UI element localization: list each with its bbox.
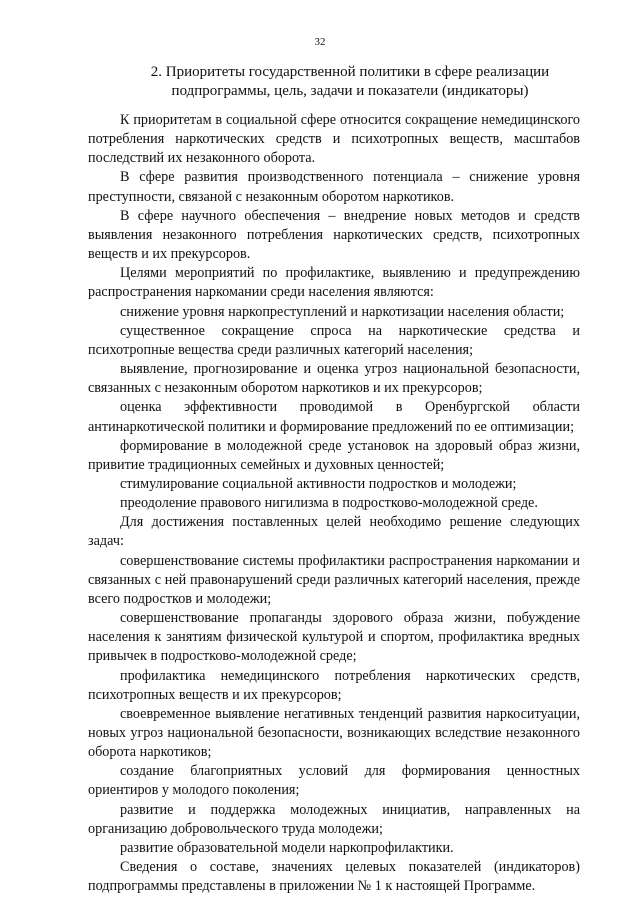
list-item: совершенствование системы профилактики распространения наркомании и связанных с ней правонарушений среди различных категорий населения, прежде всего подростков и молодежи;: [88, 552, 580, 607]
list-item: стимулирование социальной активности подростков и молодежи;: [120, 475, 517, 492]
list-item: совершенствование пропаганды здорового образа жизни, побуждение населения к занятиям физической культурой и спортом, профилактика вредных привычек в подростково-молодежной среде;: [88, 610, 580, 665]
paragraph: В сфере развития производственного потенциала – снижение уровня преступности, связаной с незаконным оборотом наркотиков.: [88, 169, 580, 205]
paragraph: Целями мероприятий по профилактике, выявлению и предупреждению распространения наркомании среди населения являются:: [88, 265, 580, 301]
list-item: формирование в молодежной среде установок на здоровый образ жизни, привитие традиционных семейных и духовных ценностей;: [88, 437, 580, 473]
page-number: 32: [314, 36, 326, 48]
section-title: 2. Приоритеты государственной политики в сфере реализации подпрограммы, цель, задачи и показатели (индикаторы): [150, 64, 550, 99]
list-item: создание благоприятных условий для формирования ценностных ориентиров у молодого поколения;: [88, 763, 580, 799]
list-item: развитие и поддержка молодежных инициатив, направленных на организацию добровольческого труда молодежи;: [88, 801, 580, 837]
list-item: своевременное выявление негативных тенденций развития наркоситуации, новых угроз национальной безопасности, возникающих вследствие незаконного оборота наркотиков;: [88, 705, 580, 761]
list-item: выявление, прогнозирование и оценка угроз национальной безопасности, связанных с незаконным оборотом наркотиков и их прекурсоров;: [88, 361, 580, 397]
paragraph: Сведения о составе, значениях целевых показателей (индикаторов) подпрограммы представлены в приложении № 1 к настоящей Программе.: [88, 859, 580, 895]
list-item: оценка эффективности проводимой в Оренбургской области антинаркотической политики и формирование предложений по ее оптимизации;: [88, 399, 580, 435]
paragraph: Для достижения поставленных целей необходимо решение следующих задач:: [88, 514, 580, 550]
paragraph: В сфере научного обеспечения – внедрение новых методов и средств выявления незаконного потребления наркотических средств, психотропных веществ и их прекурсоров.: [88, 207, 580, 263]
paragraph: К приоритетам в социальной сфере относится сокращение немедицинского потребления наркотических средств и психотропных веществ, масштабов последствий их незаконного оборота.: [88, 112, 580, 167]
document-body: [88, 111, 580, 896]
list-item: профилактика немедицинского потребления наркотических средств, психотропных веществ и их прекурсоров;: [88, 667, 580, 703]
list-item: существенное сокращение спроса на наркотические средства и психотропные вещества среди различных категорий населения;: [88, 322, 580, 358]
list-item: преодоление правового нигилизма в подростково-молодежной среде.: [120, 495, 538, 512]
list-item: развитие образовательной модели наркопрофилактики.: [120, 839, 454, 856]
list-item: снижение уровня наркопреступлений и наркотизации населения области;: [120, 303, 565, 320]
